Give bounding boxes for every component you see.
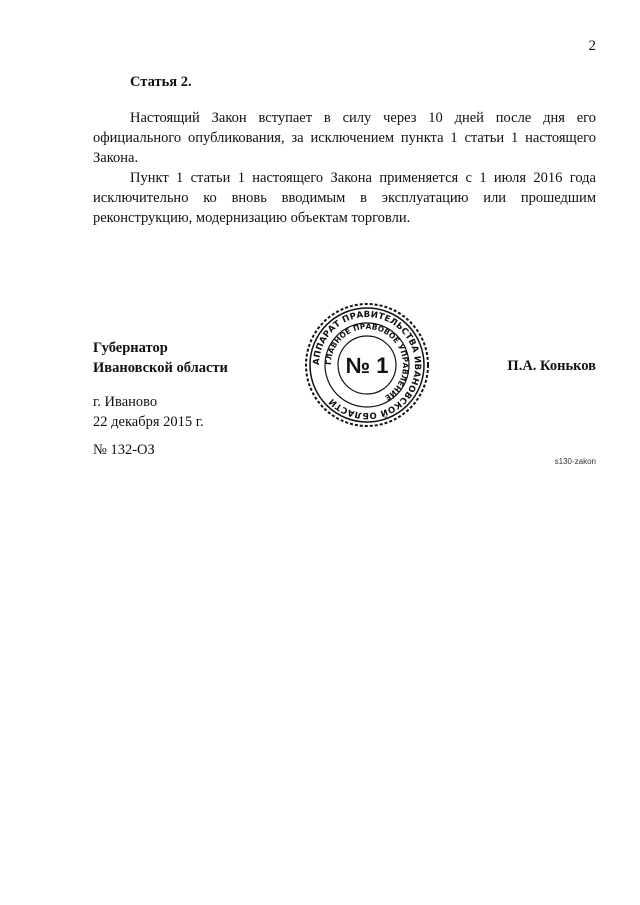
article-heading: Статья 2.	[130, 74, 192, 90]
page-number: 2	[588, 38, 596, 54]
signatory-title	[93, 338, 228, 378]
signatory-name: П.А. Коньков	[507, 358, 596, 374]
article-body	[93, 108, 596, 228]
date: 22 декабря 2015 г.	[93, 414, 204, 430]
place: г. Иваново	[93, 394, 158, 410]
place-and-date	[93, 392, 204, 432]
seal-center-number: № 1	[345, 353, 389, 378]
article-paragraph: Настоящий Закон вступает в силу через 10 дней после дня его официального опубликования, за исключением пункта 1 статьи 1 настоящего Закона.	[93, 110, 596, 166]
official-seal	[304, 302, 430, 428]
signatory-title-line: Губернатор	[93, 340, 168, 356]
seal-outer-textpath: АППАРАТ ПРАВИТЕЛЬСТВА ИВАНОВСКОЙ ОБЛАСТИ	[311, 309, 423, 421]
signatory-title-line: Ивановской области	[93, 360, 228, 376]
seal-inner-textpath: ГЛАВНОЕ ПРАВОВОЕ УПРАВЛЕНИЕ	[323, 321, 411, 403]
document-code: s130-zakon	[554, 457, 596, 466]
law-number: № 132-ОЗ	[93, 442, 155, 458]
seal-graphic	[304, 302, 430, 428]
article-paragraph: Пункт 1 статьи 1 настоящего Закона применяется с 1 июля 2016 года исключительно ко вновь вводимым в эксплуатацию или прошедшим реконструкцию, модернизацию объектам торговли.	[93, 170, 596, 226]
